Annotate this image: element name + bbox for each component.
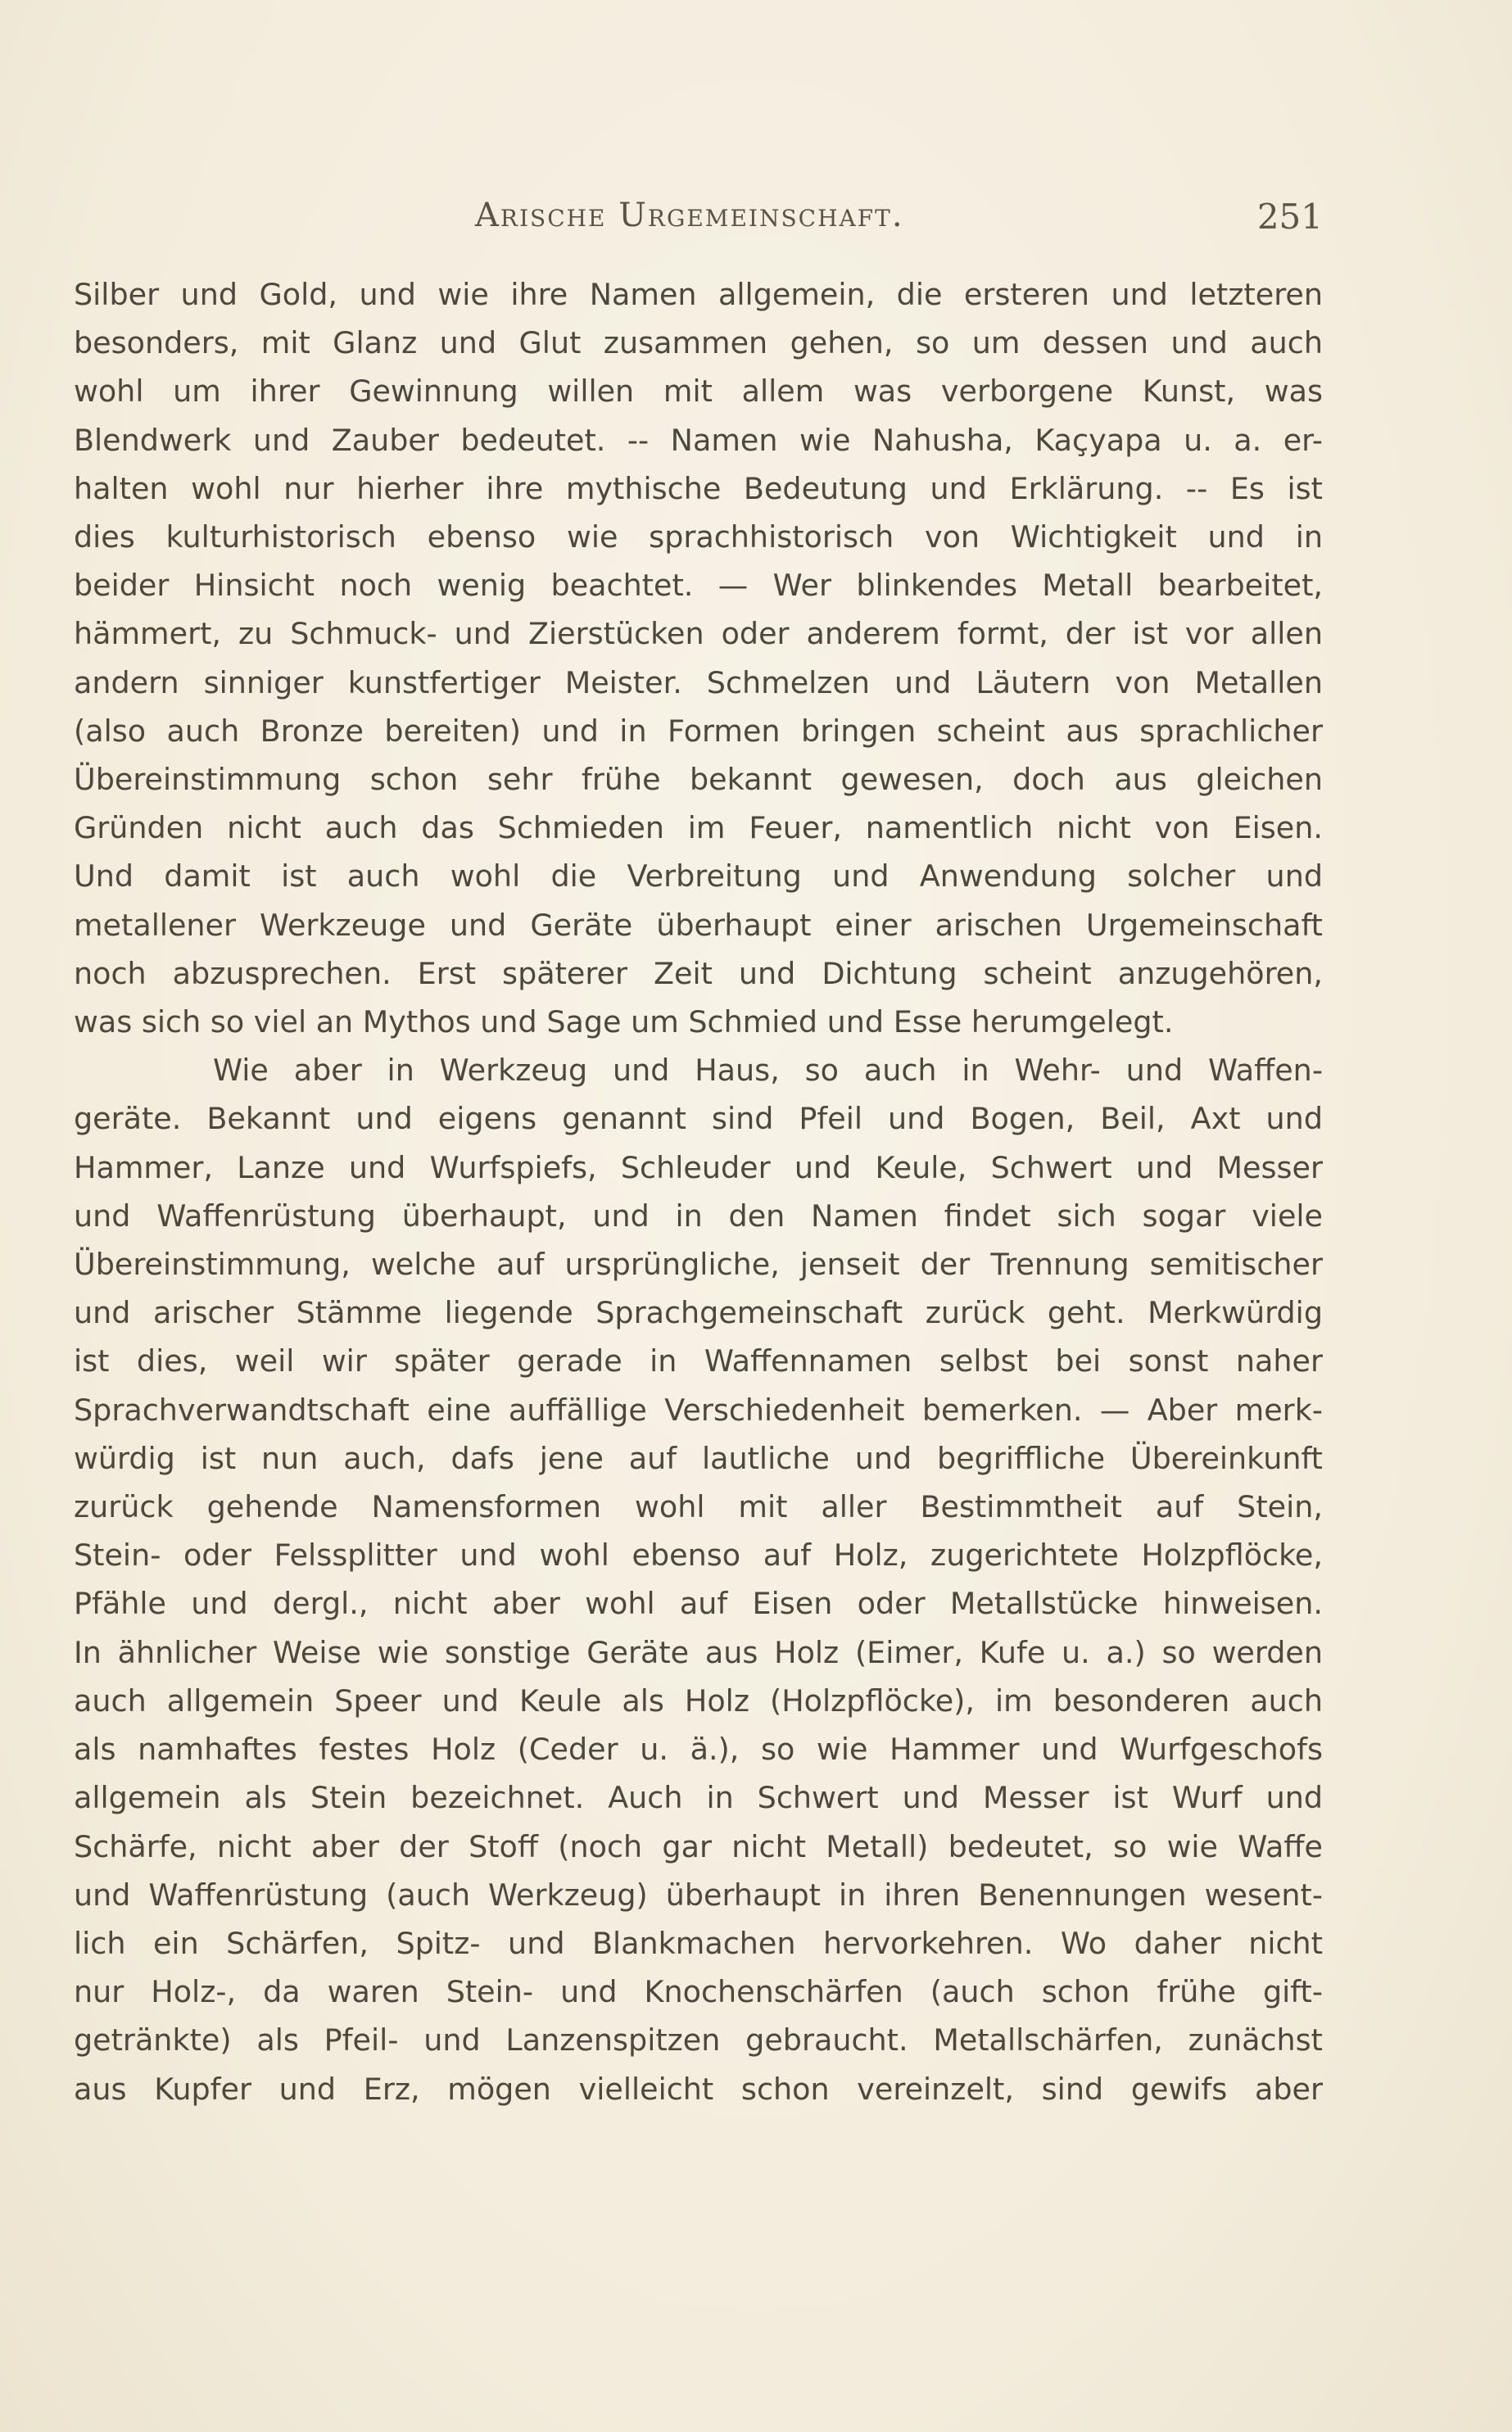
text-line: In ähnlicher Weise wie sonstige Geräte aus Holz (Eimer, Kufe u. a.) so werden bbox=[74, 1634, 1323, 1670]
text-line: Sprachverwandtschaft eine auffällige Verschiedenheit bemerken. — Aber merk- bbox=[74, 1392, 1323, 1428]
text-line: noch abzusprechen. Erst späterer Zeit und Dichtung scheint anzugehören, bbox=[74, 955, 1323, 991]
text-line: dies kulturhistorisch ebenso wie sprachhistorisch von Wichtigkeit und in bbox=[74, 519, 1323, 555]
text-line: metallener Werkzeuge und Geräte überhaupt einer arischen Urgemeinschaft bbox=[74, 907, 1323, 943]
text-line: Gründen nicht auch das Schmieden im Feuer, namentlich nicht von Eisen. bbox=[74, 810, 1323, 846]
text-line: und Waffenrüstung überhaupt, und in den Namen findet sich sogar viele bbox=[74, 1198, 1323, 1234]
text-line: Wie aber in Werkzeug und Haus, so auch in Wehr- und Waffen- bbox=[213, 1053, 1323, 1089]
text-line: Blendwerk und Zauber bedeutet. -- Namen wie Nahusha, Kaçyapa u. a. er- bbox=[74, 422, 1323, 458]
text-line: zurück gehende Namensformen wohl mit aller Bestimmtheit auf Stein, bbox=[74, 1489, 1323, 1525]
text-line: aus Kupfer und Erz, mögen vielleicht schon vereinzelt, sind gewifs aber bbox=[74, 2071, 1323, 2107]
text-line: allgemein als Stein bezeichnet. Auch in Schwert und Messer ist Wurf und bbox=[74, 1780, 1323, 1816]
body-text bbox=[74, 270, 1323, 2113]
page-header bbox=[74, 188, 1323, 246]
text-line: hämmert, zu Schmuck- und Zierstücken oder anderem formt, der ist vor allen bbox=[74, 616, 1323, 652]
text-line: Und damit ist auch wohl die Verbreitung und Anwendung solcher und bbox=[74, 858, 1323, 894]
text-line: Pfähle und dergl., nicht aber wohl auf Eisen oder Metallstücke hinweisen. bbox=[74, 1586, 1323, 1622]
text-line: (also auch Bronze bereiten) und in Formen bringen scheint aus sprachlicher bbox=[74, 713, 1323, 749]
text-line: beider Hinsicht noch wenig beachtet. — Wer blinkendes Metall bearbeitet, bbox=[74, 568, 1323, 604]
text-line: und Waffenrüstung (auch Werkzeug) überhaupt in ihren Benennungen wesent- bbox=[74, 1877, 1323, 1913]
page-number: 251 bbox=[1256, 197, 1323, 237]
text-line: besonders, mit Glanz und Glut zusammen gehen, so um dessen und auch bbox=[74, 325, 1323, 361]
text-line: Übereinstimmung schon sehr frühe bekannt gewesen, doch aus gleichen bbox=[74, 762, 1323, 798]
text-line: was sich so viel an Mythos und Sage um Schmied und Esse herumgelegt. bbox=[74, 1004, 1174, 1040]
text-line: Übereinstimmung, welche auf ursprüngliche, jenseit der Trennung semitischer bbox=[74, 1247, 1323, 1283]
text-line: andern sinniger kunstfertiger Meister. Schmelzen und Läutern von Metallen bbox=[74, 664, 1323, 700]
text-line: geräte. Bekannt und eigens genannt sind Pfeil und Bogen, Beil, Axt und bbox=[74, 1101, 1323, 1137]
text-line: Schärfe, nicht aber der Stoff (noch gar nicht Metall) bedeutet, so wie Waffe bbox=[74, 1828, 1323, 1864]
text-line: als namhaftes festes Holz (Ceder u. ä.), so wie Hammer und Wurfgeschofs bbox=[74, 1732, 1323, 1768]
text-line: Stein- oder Felssplitter und wohl ebenso auf Holz, zugerichtete Holzpflöcke, bbox=[74, 1538, 1323, 1574]
text-line: nur Holz-, da waren Stein- und Knochenschärfen (auch schon frühe gift- bbox=[74, 1974, 1323, 2010]
text-line: getränkte) als Pfeil- und Lanzenspitzen gebraucht. Metallschärfen, zunächst bbox=[74, 2022, 1323, 2058]
running-title: Arische Urgemeinschaft. bbox=[475, 197, 904, 234]
text-line: wohl um ihrer Gewinnung willen mit allem was verborgene Kunst, was bbox=[74, 374, 1323, 410]
text-line: halten wohl nur hierher ihre mythische Bedeutung und Erklärung. -- Es ist bbox=[74, 470, 1323, 506]
text-line: auch allgemein Speer und Keule als Holz (Holzpflöcke), im besonderen auch bbox=[74, 1682, 1323, 1719]
text-line: und arischer Stämme liegende Sprachgemeinschaft zurück geht. Merkwürdig bbox=[74, 1295, 1323, 1331]
text-line: würdig ist nun auch, dafs jene auf lautliche und begriffliche Übereinkunft bbox=[74, 1440, 1323, 1476]
text-line: Hammer, Lanze und Wurfspiefs, Schleuder und Keule, Schwert und Messer bbox=[74, 1149, 1323, 1185]
text-line: ist dies, weil wir später gerade in Waffennamen selbst bei sonst naher bbox=[74, 1343, 1323, 1379]
text-line: lich ein Schärfen, Spitz- und Blankmachen hervorkehren. Wo daher nicht bbox=[74, 1925, 1323, 1961]
text-line: Silber und Gold, und wie ihre Namen allgemein, die ersteren und letzteren bbox=[74, 277, 1323, 312]
